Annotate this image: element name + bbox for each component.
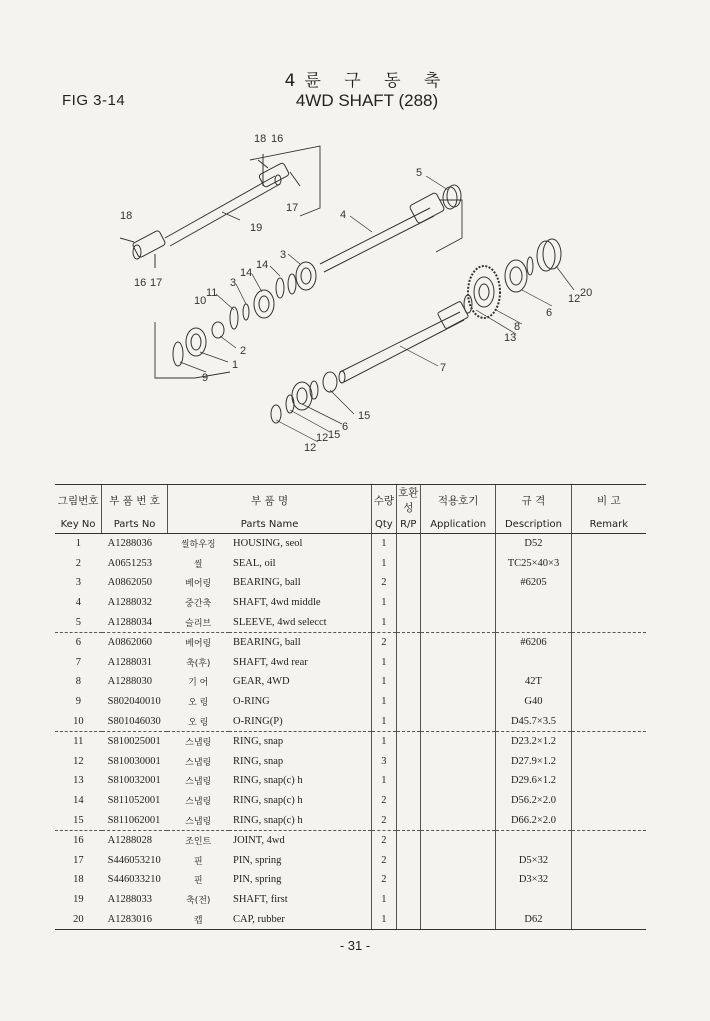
part-number-cell: S810032001 — [107, 775, 161, 787]
part-number-cell: A0862050 — [107, 577, 153, 589]
table-row — [55, 731, 646, 751]
rp-cell — [396, 653, 420, 673]
application-cell — [420, 672, 495, 692]
application-cell — [420, 752, 495, 772]
column-header: 호환성 — [396, 485, 420, 516]
korean-name-cell: 조인트 — [185, 837, 212, 848]
parts-name-cell: BEARING, ball — [232, 577, 301, 589]
column-header: 수량 — [372, 485, 396, 516]
table-row — [55, 890, 646, 910]
remark-cell — [571, 771, 646, 791]
parts-name-cell: RING, snap(c) h — [229, 810, 372, 830]
remark-cell — [571, 554, 646, 574]
korean-name-cell: 스냅링 — [167, 810, 229, 830]
description-cell: #6206 — [496, 632, 571, 652]
column-header: 적용호기 — [420, 485, 495, 516]
qty-cell: 1 — [372, 593, 396, 613]
callout-label: 4 — [340, 209, 347, 221]
rp-cell — [396, 830, 420, 850]
remark-cell — [571, 810, 646, 830]
application-cell — [420, 810, 495, 830]
description-cell — [496, 830, 571, 850]
qty-cell: 2 — [372, 851, 396, 871]
application-cell — [420, 653, 495, 673]
korean-name-cell: 핀 — [193, 876, 203, 887]
remark-cell — [571, 890, 646, 910]
qty-cell: 3 — [372, 752, 396, 772]
figure-title-korean: 4륜 구 동 축 — [284, 71, 450, 91]
application-cell — [420, 909, 495, 929]
table-row — [55, 830, 646, 850]
callout-label: 2 — [240, 345, 247, 357]
korean-name-cell: 스냅링 — [185, 757, 212, 768]
key-cell: 14 — [73, 795, 84, 807]
parts-name-cell: RING, snap(c) h — [232, 795, 303, 807]
qty-cell: 1 — [372, 534, 396, 554]
callout-label: 17 — [286, 202, 299, 214]
table-row — [55, 851, 646, 871]
rp-cell — [396, 752, 420, 772]
parts-name-cell: RING, snap — [232, 755, 284, 767]
qty-cell: 2 — [372, 810, 396, 830]
first-shaft — [132, 162, 290, 259]
callout-label: 14 — [240, 267, 253, 279]
qty-cell: 2 — [372, 573, 396, 593]
figure-label: FIG 3-14 — [62, 92, 126, 109]
callout-label: 16 — [134, 277, 147, 289]
korean-name-cell: 스냅링 — [185, 777, 212, 788]
korean-name-cell: 스냅링 — [185, 797, 212, 808]
application-cell — [420, 870, 495, 890]
korean-name-cell: 중간축 — [185, 599, 212, 610]
application-cell — [420, 731, 495, 751]
parts-name-cell: O-RING — [232, 696, 270, 708]
part-number-cell: S810025001 — [107, 736, 161, 748]
table-row — [55, 612, 646, 632]
part-number-cell: A1288034 — [102, 612, 168, 632]
application-cell — [420, 830, 495, 850]
application-cell — [420, 612, 495, 632]
figure-title-english: 4WD SHAFT (288) — [295, 91, 439, 110]
key-cell: 7 — [75, 656, 81, 668]
rp-cell — [396, 810, 420, 830]
remark-cell — [571, 612, 646, 632]
rp-cell — [396, 851, 420, 871]
table-row — [55, 711, 646, 731]
remark-cell — [571, 791, 646, 811]
table-row — [55, 573, 646, 593]
part-number-cell: S811052001 — [107, 795, 161, 807]
rp-cell — [396, 771, 420, 791]
key-cell: 10 — [55, 711, 102, 731]
parts-name-cell: JOINT, 4wd — [232, 835, 285, 847]
part-number-cell: A1288036 — [107, 538, 153, 550]
callout-label: 12 — [304, 442, 317, 454]
remark-cell — [571, 830, 646, 850]
rp-cell — [396, 890, 420, 910]
part-number-cell: S810030001 — [107, 755, 161, 767]
column-header: 규 격 — [496, 485, 571, 516]
column-header: 비 고 — [571, 485, 646, 516]
callout-label: 3 — [280, 249, 287, 261]
key-cell: 6 — [75, 637, 81, 649]
column-header: Application — [420, 515, 495, 534]
qty-cell: 1 — [372, 890, 396, 910]
rp-cell — [396, 534, 420, 554]
callout-label: 7 — [440, 362, 447, 374]
parts-name-cell: SHAFT, first — [232, 893, 288, 905]
korean-name-cell: 베어링 — [185, 579, 212, 590]
part-number-cell: A1288032 — [107, 597, 153, 609]
callout-label: 3 — [230, 277, 237, 289]
qty-cell: 2 — [372, 870, 396, 890]
key-cell: 12 — [73, 755, 84, 767]
remark-cell — [571, 851, 646, 871]
korean-name-cell: 씰 — [193, 559, 203, 570]
description-cell — [496, 612, 571, 632]
korean-name-cell: 슬리브 — [167, 612, 229, 632]
key-cell: 19 — [73, 893, 84, 905]
callout-label: 17 — [150, 277, 163, 289]
parts-name-cell: RING, snap — [232, 736, 284, 748]
remark-cell — [571, 672, 646, 692]
table-row — [55, 791, 646, 811]
qty-cell: 2 — [372, 632, 396, 652]
part-number-cell: A1288031 — [107, 656, 153, 668]
qty-cell: 2 — [372, 830, 396, 850]
column-header: Description — [496, 515, 571, 534]
remark-cell — [571, 752, 646, 772]
parts-name-cell: GEAR, 4WD — [232, 676, 290, 688]
qty-cell: 1 — [372, 672, 396, 692]
korean-name-cell: 축(전) — [186, 895, 211, 906]
description-cell — [496, 890, 571, 910]
remark-cell — [571, 870, 646, 890]
callout-label: 15 — [328, 429, 341, 441]
description-cell: D3×32 — [496, 870, 571, 890]
remark-cell — [571, 731, 646, 751]
parts-name-cell: RING, snap(c) h — [232, 775, 303, 787]
rp-cell — [396, 909, 420, 929]
korean-name-cell: 오 링 — [188, 698, 209, 709]
description-cell: #6205 — [496, 573, 571, 593]
gear-4wd — [468, 266, 500, 318]
qty-cell: 1 — [372, 653, 396, 673]
rp-cell — [396, 573, 420, 593]
table-row — [55, 672, 646, 692]
parts-name-cell: PIN, spring — [232, 874, 282, 886]
description-cell: G40 — [496, 692, 571, 712]
callout-label: 1 — [232, 359, 239, 371]
application-cell — [420, 593, 495, 613]
part-number-cell: A1288028 — [107, 835, 153, 847]
description-cell: D52 — [496, 534, 571, 554]
callout-label: 13 — [504, 332, 517, 344]
application-cell — [420, 692, 495, 712]
table-row — [55, 870, 646, 890]
table-row — [55, 810, 646, 830]
table-row — [55, 771, 646, 791]
description-cell — [496, 653, 571, 673]
parts-name-cell: SEAL, oil — [232, 557, 276, 569]
callout-label: 14 — [256, 259, 269, 271]
exploded-parts-diagram — [0, 0, 710, 470]
callout-label: 16 — [271, 133, 284, 145]
key-cell: 4 — [75, 597, 81, 609]
callout-label: 15 — [358, 410, 371, 422]
remark-cell — [571, 573, 646, 593]
key-cell: 16 — [73, 835, 84, 847]
application-cell — [420, 851, 495, 871]
parts-name-cell: HOUSING, seol — [232, 538, 303, 550]
remark-cell — [571, 653, 646, 673]
qty-cell: 1 — [372, 554, 396, 574]
key-cell: 1 — [75, 538, 81, 550]
remark-cell — [571, 692, 646, 712]
parts-name-cell: SLEEVE, 4wd selecct — [229, 612, 372, 632]
remark-cell — [571, 632, 646, 652]
description-cell: TC25×40×3 — [496, 554, 571, 574]
callout-label: 12 — [568, 293, 581, 305]
column-header: 부 품 명 — [167, 485, 371, 516]
callout-label: 12 — [316, 432, 329, 444]
application-cell — [420, 573, 495, 593]
key-cell: 17 — [73, 854, 84, 866]
korean-name-cell: 베어링 — [185, 639, 212, 650]
rp-cell — [396, 672, 420, 692]
description-cell: D66.2×2.0 — [496, 810, 571, 830]
key-cell: 2 — [75, 557, 81, 569]
rear-shaft — [339, 301, 469, 383]
rp-cell — [396, 731, 420, 751]
key-cell: 13 — [73, 775, 84, 787]
parts-name-cell: SHAFT, 4wd middle — [232, 597, 321, 609]
qty-cell: 1 — [372, 711, 396, 731]
korean-name-cell: 캡 — [167, 909, 229, 929]
table-row — [55, 632, 646, 652]
korean-name-cell: 씰하우징 — [180, 540, 216, 551]
application-cell — [420, 771, 495, 791]
remark-cell — [571, 711, 646, 731]
callout-label: 9 — [202, 372, 209, 384]
rp-cell — [396, 870, 420, 890]
callout-label: 18 — [254, 133, 267, 145]
application-cell — [420, 791, 495, 811]
part-number-cell: A0651253 — [107, 557, 153, 569]
table-row — [55, 534, 646, 554]
description-cell: D5×32 — [496, 851, 571, 871]
rp-cell — [396, 711, 420, 731]
column-header: 부 품 번 호 — [102, 485, 168, 516]
parts-table — [55, 484, 646, 930]
middle-shaft — [320, 185, 461, 272]
callout-label: 18 — [120, 210, 133, 222]
callout-label: 5 — [416, 167, 423, 179]
rp-cell — [396, 791, 420, 811]
application-cell — [420, 534, 495, 554]
key-cell: 5 — [55, 612, 102, 632]
parts-name-cell: PIN, spring — [232, 854, 282, 866]
key-cell: 8 — [75, 676, 81, 688]
qty-cell: 1 — [372, 612, 396, 632]
description-cell: D62 — [496, 909, 571, 929]
table-row — [55, 692, 646, 712]
remark-cell — [571, 534, 646, 554]
part-number-cell: S811062001 — [102, 810, 168, 830]
key-cell: 9 — [75, 696, 81, 708]
application-cell — [420, 890, 495, 910]
callout-label: 6 — [342, 421, 349, 433]
part-number-cell: S446053210 — [107, 854, 161, 866]
korean-name-cell: 오 링 — [167, 711, 229, 731]
table-row — [55, 752, 646, 772]
description-cell: D29.6×1.2 — [496, 771, 571, 791]
application-cell — [420, 554, 495, 574]
table-row — [55, 909, 646, 929]
remark-cell — [571, 593, 646, 613]
korean-name-cell: 기 어 — [188, 678, 209, 689]
parts-name-cell: CAP, rubber — [229, 909, 372, 929]
parts-name-cell: BEARING, ball — [232, 637, 301, 649]
qty-cell: 1 — [372, 771, 396, 791]
column-header: Parts Name — [167, 515, 371, 534]
callout-label: 6 — [546, 307, 553, 319]
rp-cell — [396, 612, 420, 632]
rp-cell — [396, 593, 420, 613]
part-number-cell: A1283016 — [102, 909, 168, 929]
key-cell: 20 — [55, 909, 102, 929]
part-number-cell: A1288030 — [107, 676, 153, 688]
qty-cell: 2 — [372, 791, 396, 811]
description-cell — [496, 593, 571, 613]
callout-label: 8 — [514, 321, 521, 333]
qty-cell: 1 — [372, 692, 396, 712]
callout-label: 11 — [206, 287, 218, 299]
table-row — [55, 554, 646, 574]
key-cell: 15 — [55, 810, 102, 830]
remark-cell — [571, 909, 646, 929]
column-header: Remark — [571, 515, 646, 534]
korean-name-cell: 스냅링 — [185, 738, 212, 749]
table-row — [55, 653, 646, 673]
page-number: - 31 - — [339, 938, 371, 953]
korean-name-cell: 축(후) — [186, 658, 211, 669]
description-cell: D23.2×1.2 — [496, 731, 571, 751]
rp-cell — [396, 554, 420, 574]
application-cell — [420, 632, 495, 652]
table-header-english — [55, 515, 646, 534]
description-cell: D56.2×2.0 — [496, 791, 571, 811]
part-number-cell: S446033210 — [107, 874, 161, 886]
rp-cell — [396, 632, 420, 652]
column-header: R/P — [396, 515, 420, 534]
key-cell: 3 — [75, 577, 81, 589]
column-header: Qty — [372, 515, 396, 534]
part-number-cell: A1288033 — [107, 893, 153, 905]
column-header: Key No — [55, 515, 102, 534]
table-header-korean — [55, 485, 646, 516]
column-header: Parts No — [102, 515, 168, 534]
description-cell: D27.9×1.2 — [496, 752, 571, 772]
part-number-cell: S802040010 — [107, 696, 161, 708]
parts-name-cell: SHAFT, 4wd rear — [232, 656, 308, 668]
key-cell: 18 — [73, 874, 84, 886]
application-cell — [420, 711, 495, 731]
qty-cell: 1 — [372, 731, 396, 751]
part-number-cell: S801046030 — [102, 711, 168, 731]
qty-cell: 1 — [372, 909, 396, 929]
parts-name-cell: O-RING(P) — [229, 711, 372, 731]
table-row — [55, 593, 646, 613]
key-cell: 11 — [73, 736, 84, 748]
part-number-cell: A0862060 — [107, 637, 153, 649]
callout-label: 20 — [580, 287, 593, 299]
callout-label: 10 — [194, 295, 207, 307]
callout-label: 19 — [250, 222, 263, 234]
description-cell: 42T — [496, 672, 571, 692]
korean-name-cell: 핀 — [193, 856, 203, 867]
rp-cell — [396, 692, 420, 712]
description-cell: D45.7×3.5 — [496, 711, 571, 731]
column-header: 그림번호 — [55, 485, 102, 516]
